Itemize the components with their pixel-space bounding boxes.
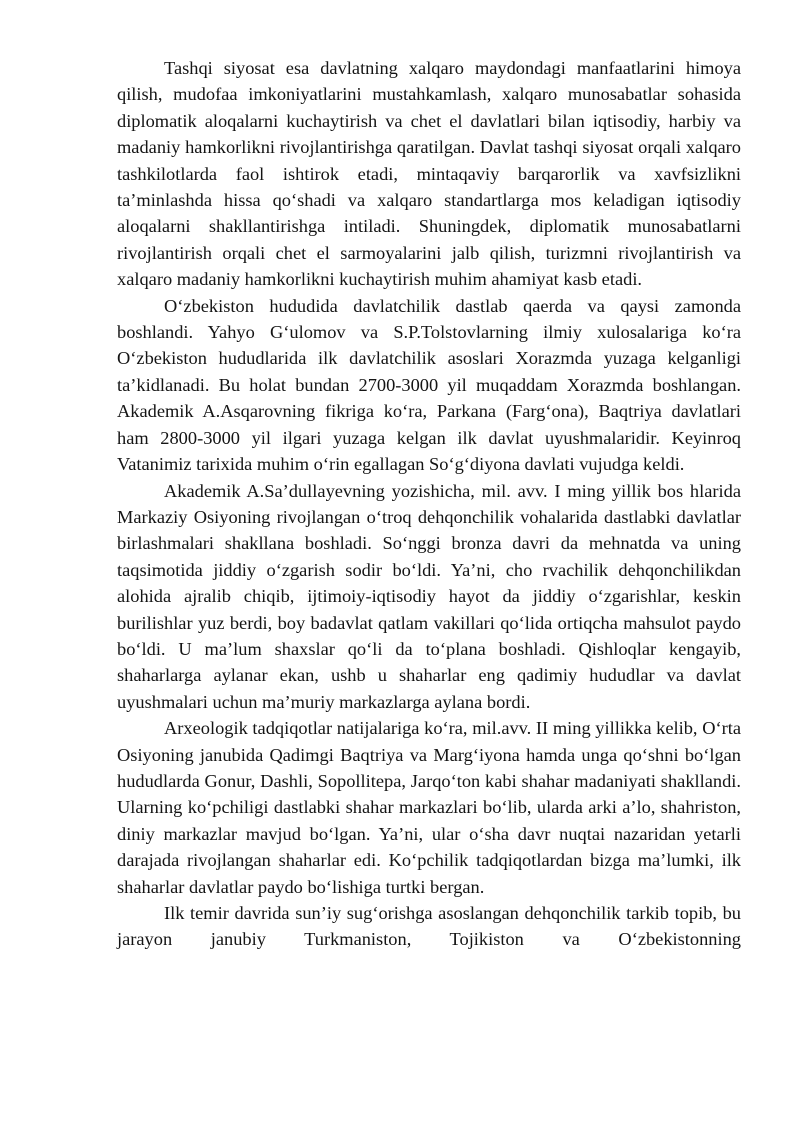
document-page bbox=[117, 55, 741, 953]
paragraph-archaeology: Arxeologik tadqiqotlar natijalariga ko‘ra, mil.avv. II ming yillikka kelib, O‘rta Osiyoning janubida Qadimgi Baqtriya va Marg‘iyona hamda unga qo‘shni bo‘lgan hududlarda Gonur, Dashli, Sopollitepa, Jarqo‘ton kabi shahar madaniyati shakllandi. Ularning ko‘pchiligi dastlabki shahar markazlari bo‘lib, ularda arki a’lo, shahriston, diniy markazlar mavjud bo‘lgan. Ya’ni, ular o‘sha davr nuqtai nazaridan yetarli darajada rivojlangan shaharlar edi. Ko‘pchilik tadqiqotlardan bizga ma’lumki, ilk shaharlar davlatlar paydo bo‘lishiga turtki bergan. bbox=[117, 718, 741, 897]
paragraph-early-statehood: O‘zbekiston hududida davlatchilik dastlab qaerda va qaysi zamonda boshlandi. Yahyo G‘ulomov va S.P.Tolstovlarning ilmiy xulosalariga ko‘ra O‘zbekiston hududlarida ilk davlatchilik asoslari Xorazmda yuzaga kelganligi ta’kidlanadi. Bu holat bundan 2700-3000 yil muqaddam Xorazmda boshlangan. Akademik A.Asqarovning fikriga ko‘ra, Parkana (Farg‘ona), Baqtriya davlatlari ham 2800-3000 yil ilgari yuzaga kelgan ilk davlat uyushmalaridir. Keyinroq Vatanimiz tarixida muhim o‘rin egallagan So‘g‘diyona davlati vujudga keldi. bbox=[117, 295, 741, 475]
paragraph-foreign-policy: Tashqi siyosat esa davlatning xalqaro maydondagi manfaatlarini himoya qilish, mudofaa imkoniyatlarini mustahkamlash, xalqaro munosabatlar sohasida diplomatik aloqalarni kuchaytirish va chet el davlatlari bilan iqtisodiy, harbiy va madaniy hamkorlikni rivojlantirishga qaratilgan. Davlat tashqi siyosat orqali xalqaro tashkilotlarda faol ishtirok etadi, mintaqaviy barqarorlik va xavfsizlikni ta’minlashda hissa qo‘shadi va xalqaro standartlarga mos keladigan iqtisodiy aloqalarni shakllantirishga intiladi. Shuningdek, diplomatik munosabatlarni rivojlantirish orqali chet el sarmoyalarini jalb qilish, turizmni rivojlantirish va xalqaro madaniy hamkorlikni kuchaytirish muhim ahamiyat kasb etadi. bbox=[117, 58, 741, 290]
paragraph-sadullayev: Akademik A.Sa’dullayevning yozishicha, mil. avv. I ming yillik bos hlarida Markaziy Osiyoning rivojlangan o‘troq dehqonchilik vohalarida dastlabki davlatlar birlashmalari shakllana boshladi. So‘nggi bronza davri da mehnatda va uning taqsimotida jiddiy o‘zgarish sodir bo‘ldi. Ya’ni, cho rvachilik dehqonchilikdan alohida ajralib chiqib, ijtimoiy-iqtisodiy hayot da jiddiy o‘zgarishlar, keskin burilishlar yuz berdi, boy badavlat qatlam vakillari qo‘lida ortiqcha mahsulot paydo bo‘ldi. U ma’lum shaxslar qo‘li da to‘plana boshladi. Qishloqlar kengayib, shaharlarga aylanar ekan, ushb u shaharlar eng qadimiy hududlar va davlat uyushmalari uchun ma’muriy markazlarga aylana bordi. bbox=[117, 480, 741, 712]
paragraph-iron-age: Ilk temir davrida sun’iy sug‘orishga asoslangan dehqonchilik tarkib topib, bu jarayon janubiy Turkmaniston, Tojikiston va O‘zbekistonning bbox=[117, 903, 741, 950]
